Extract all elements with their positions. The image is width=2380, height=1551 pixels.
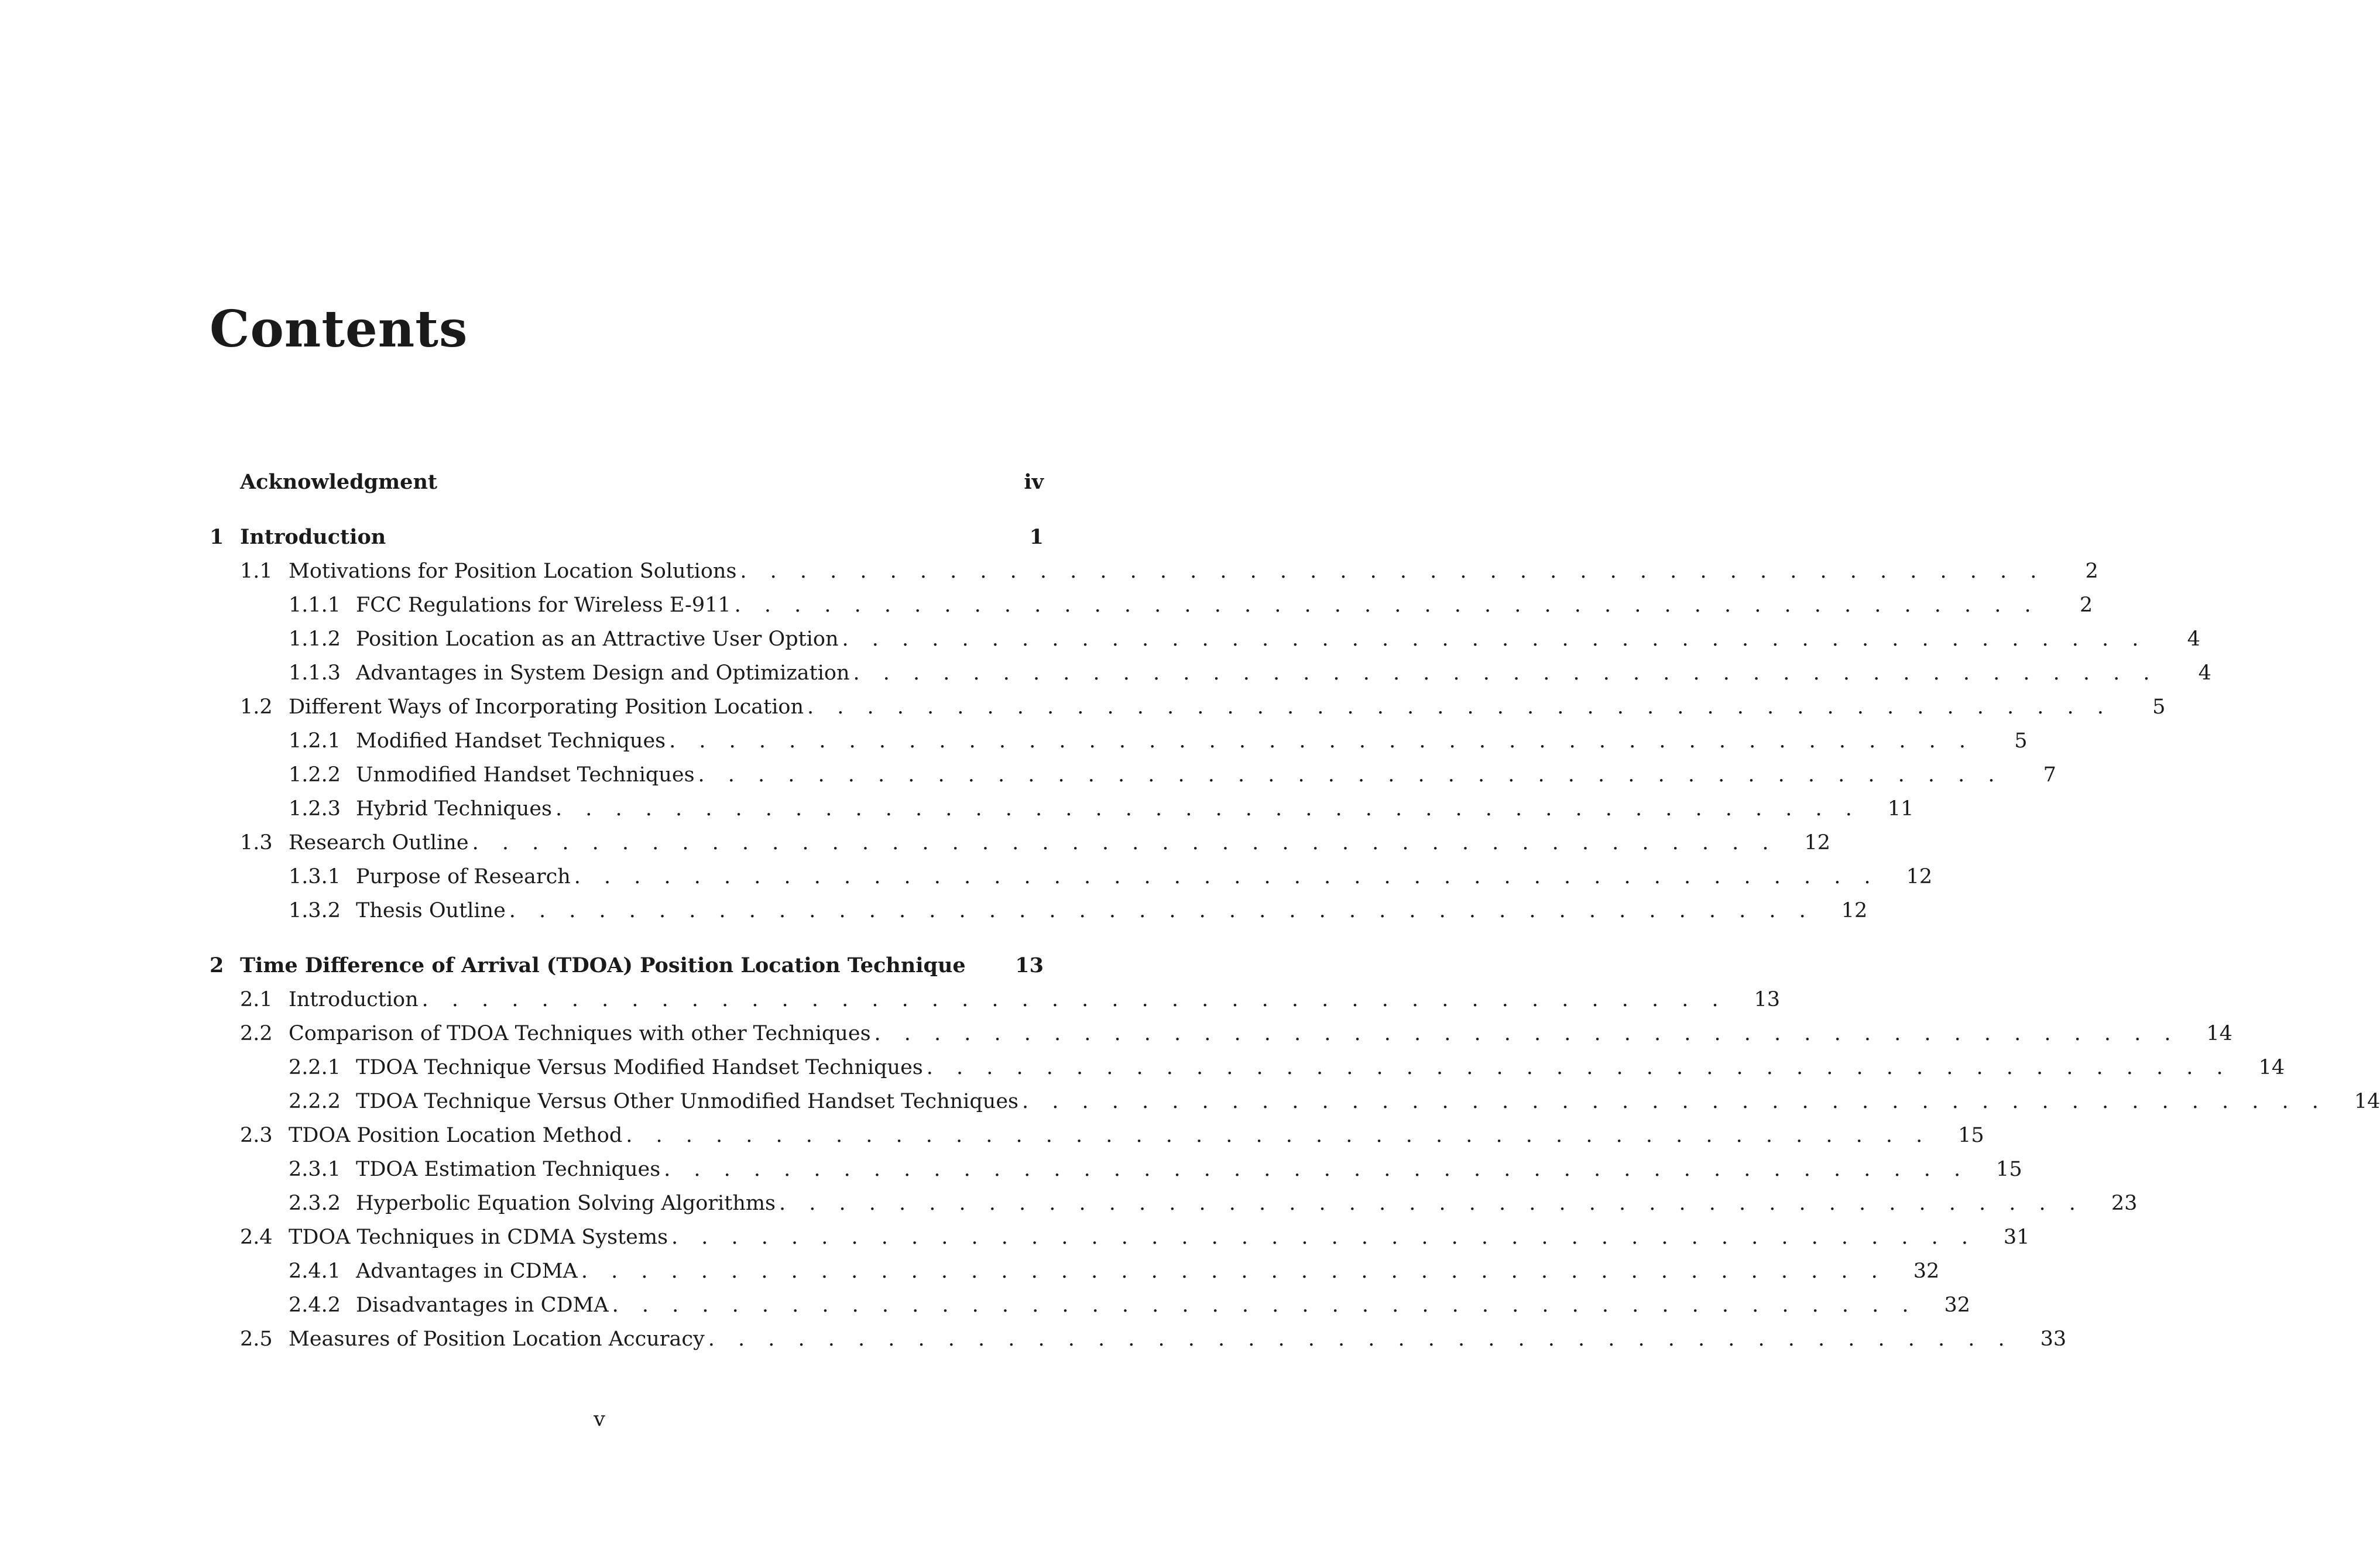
- toc-entry-number: 2.4.1: [289, 1260, 341, 1283]
- toc-entry-page: 12: [1804, 831, 1830, 855]
- table-of-contents: [210, 465, 2380, 1356]
- toc-entry-page: 14: [2258, 1056, 2285, 1079]
- dot-leader: . . . . . . . . . . . . . . . . . . . . . . . . . . . . . . . . . . . . . . . . . . . .: [853, 661, 2158, 685]
- toc-entry-number: 1.1.3: [289, 661, 341, 685]
- toc-entry-page: 32: [1944, 1293, 1971, 1317]
- toc-entry-number: 1.2.3: [289, 797, 341, 821]
- toc-entry-section[interactable]: [210, 690, 2166, 724]
- toc-entry-subsection[interactable]: [210, 588, 2093, 622]
- toc-entry-number: 2.2.1: [289, 1056, 341, 1079]
- toc-entry-title: TDOA Position Location Method: [289, 1124, 623, 1147]
- dot-leader: . . . . . . . . . . . . . . . . . . . . . . . . . . . . . . . . . . . . . . . . . . . .: [708, 1327, 2014, 1351]
- dot-leader: . . . . . . . . . . . . . . . . . . . . . . . . . . . . . . . . . . . . . . . . . . . .: [555, 797, 1861, 821]
- toc-entry-number: 2.5: [240, 1327, 273, 1351]
- dot-leader: . . . . . . . . . . . . . . . . . . . . . . . . . . . . . . . . . . . . . . . . . . . .: [669, 729, 1974, 753]
- dot-leader: . . . . . . . . . . . . . . . . . . . . . . . . . . . . . . . . . . . . . . . . . . . .: [926, 1056, 2232, 1079]
- dot-leader: . . . . . . . . . . . . . . . . . . . . . . . . . . . . . . . . . . . . . . . . . . . .: [807, 695, 2112, 719]
- toc-entry-number: 2.3.1: [289, 1158, 341, 1181]
- toc-entry-number: 2.2: [240, 1022, 273, 1045]
- toc-entry-section[interactable]: [210, 1118, 1984, 1152]
- toc-entry-number: 1.2.2: [289, 763, 341, 787]
- toc-entry-chapter[interactable]: [210, 949, 1044, 983]
- dot-leader: . . . . . . . . . . . . . . . . . . . . . . . . . . . . . . . . . . . . . . . . . . . .: [671, 1226, 1977, 1249]
- dot-leader: . . . . . . . . . . . . . . . . . . . . . . . . . . . . . . . . . . . . . . . . . . . .: [842, 627, 2147, 651]
- toc-entry-page: 12: [1906, 865, 1933, 888]
- toc-entry-number: 2.2.2: [289, 1090, 341, 1113]
- toc-entry-title: TDOA Technique Versus Other Unmodified Handset Techniques: [356, 1090, 1018, 1113]
- dot-leader: . . . . . . . . . . . . . . . . . . . . . . . . . . . . . . . . . . . . . . . . . . . .: [581, 1260, 1887, 1283]
- toc-entry-title: TDOA Techniques in CDMA Systems: [289, 1226, 668, 1249]
- toc-entry-page: 5: [2152, 695, 2166, 719]
- toc-entry-number: 1.3: [240, 831, 273, 855]
- toc-entry-title: Time Difference of Arrival (TDOA) Position Location Technique: [240, 953, 966, 977]
- dot-leader: . . . . . . . . . . . . . . . . . . . . . . . . . . . . . . . . . . . . . . . . . . . .: [574, 865, 1880, 888]
- toc-entry-subsection[interactable]: [210, 1186, 2138, 1220]
- toc-entry-page: 2: [2085, 560, 2098, 583]
- toc-entry-title: Research Outline: [289, 831, 469, 855]
- toc-entry-page: 13: [1015, 953, 1044, 977]
- dot-leader: . . . . . . . . . . . . . . . . . . . . . . . . . . . . . . . . . . . . . . . . . . . .: [509, 899, 1815, 922]
- toc-entry-page: 33: [2040, 1327, 2067, 1351]
- toc-entry-subsection[interactable]: [210, 622, 2200, 656]
- toc-entry-section[interactable]: [210, 1220, 2030, 1254]
- dot-leader: . . . . . . . . . . . . . . . . . . . . . . . . . . . . . . . . . . . . . . . . . . . .: [740, 560, 2045, 583]
- dot-leader: . . . . . . . . . . . . . . . . . . . . . . . . . . . . . . . . . . . . . . . . . . . .: [1022, 1090, 2327, 1113]
- toc-entry-number: 1.1: [240, 560, 273, 583]
- toc-entry-subsection[interactable]: [210, 758, 2056, 792]
- toc-entry-title: Motivations for Position Location Solutions: [289, 560, 737, 583]
- toc-entry-subsection[interactable]: [210, 724, 2028, 758]
- toc-entry-subsection[interactable]: [210, 1085, 2380, 1118]
- toc-entry-page: 7: [2043, 763, 2056, 787]
- toc-entry-page: 15: [1996, 1158, 2022, 1181]
- toc-entry-number: 1.1.1: [289, 593, 341, 617]
- toc-entry-page: 2: [2079, 593, 2093, 617]
- dot-leader: . . . . . . . . . . . . . . . . . . . . . . . . . . . . . . . . . . . . . . . . . . . .: [734, 593, 2040, 617]
- toc-entry-page: 1: [1029, 525, 1044, 549]
- toc-entry-chapter[interactable]: [210, 465, 1044, 499]
- toc-entry-chapter[interactable]: [210, 520, 1044, 554]
- toc-entry-title: Measures of Position Location Accuracy: [289, 1327, 705, 1351]
- toc-entry-number: 2.3: [240, 1124, 273, 1147]
- toc-entry-page: 15: [1958, 1124, 1984, 1147]
- toc-entry-title: Purpose of Research: [356, 865, 571, 888]
- dot-leader: . . . . . . . . . . . . . . . . . . . . . . . . . . . . . . . . . . . . . . . . . . . .: [472, 831, 1777, 855]
- toc-entry-page: 12: [1841, 899, 1868, 922]
- toc-entry-number: 1: [210, 525, 224, 549]
- toc-entry-number: 2.3.2: [289, 1192, 341, 1215]
- toc-entry-title: Advantages in System Design and Optimization: [356, 661, 850, 685]
- toc-entry-title: TDOA Technique Versus Modified Handset Techniques: [356, 1056, 923, 1079]
- toc-entry-number: 1.2: [240, 695, 273, 719]
- toc-entry-subsection[interactable]: [210, 656, 2211, 690]
- toc-entry-number: 2: [210, 953, 224, 977]
- toc-entry-title: TDOA Estimation Techniques: [356, 1158, 661, 1181]
- toc-entry-title: Modified Handset Techniques: [356, 729, 666, 753]
- toc-entry-subsection[interactable]: [210, 1288, 1971, 1322]
- toc-entry-number: 1.1.2: [289, 627, 341, 651]
- toc-entry-title: Position Location as an Attractive User Option: [356, 627, 839, 651]
- toc-entry-number: 2.4.2: [289, 1293, 341, 1317]
- toc-entry-title: Disadvantages in CDMA: [356, 1293, 609, 1317]
- dot-leader: . . . . . . . . . . . . . . . . . . . . . . . . . . . . . . . . . . . . . . . . . . . .: [874, 1022, 2179, 1045]
- toc-entry-page: iv: [1024, 470, 1044, 494]
- toc-entry-title: Unmodified Handset Techniques: [356, 763, 695, 787]
- toc-entry-subsection[interactable]: [210, 1152, 2022, 1186]
- toc-entry-number: 1.3.2: [289, 899, 341, 922]
- toc-entry-section[interactable]: [210, 554, 2098, 588]
- toc-entry-section[interactable]: [210, 983, 1781, 1017]
- toc-entry-page: 11: [1887, 797, 1914, 821]
- dot-leader: . . . . . . . . . . . . . . . . . . . . . . . . . . . . . . . . . . . . . . . . . . . .: [612, 1293, 1918, 1317]
- toc-entry-number: 1.3.1: [289, 865, 341, 888]
- toc-entry-page: 32: [1913, 1260, 1940, 1283]
- toc-entry-title: Acknowledgment: [240, 470, 438, 494]
- toc-entry-page: 4: [2198, 661, 2211, 685]
- toc-entry-title: Advantages in CDMA: [356, 1260, 578, 1283]
- dot-leader: . . . . . . . . . . . . . . . . . . . . . . . . . . . . . . . . . . . . . . . . . . . .: [664, 1158, 1969, 1181]
- toc-entry-page: 13: [1754, 988, 1781, 1011]
- page-title: Contents: [210, 300, 468, 359]
- toc-entry-subsection[interactable]: [210, 860, 1933, 894]
- toc-entry-title: Different Ways of Incorporating Position Location: [289, 695, 804, 719]
- toc-entry-page: 31: [2003, 1226, 2030, 1249]
- toc-entry-title: Comparison of TDOA Techniques with other Techniques: [289, 1022, 871, 1045]
- toc-entry-title: Introduction: [240, 525, 386, 549]
- toc-entry-title: Hybrid Techniques: [356, 797, 552, 821]
- page-number: v: [594, 1408, 605, 1431]
- dot-leader: . . . . . . . . . . . . . . . . . . . . . . . . . . . . . . . . . . . . . . . . . . . .: [421, 988, 1727, 1011]
- toc-entry-title: Introduction: [289, 988, 419, 1011]
- dot-leader: . . . . . . . . . . . . . . . . . . . . . . . . . . . . . . . . . . . . . . . . . . . .: [779, 1192, 2084, 1215]
- toc-entry-page: 23: [2111, 1192, 2138, 1215]
- toc-entry-section[interactable]: [210, 1017, 2232, 1051]
- dot-leader: . . . . . . . . . . . . . . . . . . . . . . . . . . . . . . . . . . . . . . . . . . . .: [626, 1124, 1931, 1147]
- toc-entry-section[interactable]: [210, 1322, 2067, 1356]
- toc-entry-subsection[interactable]: [210, 792, 1914, 826]
- toc-entry-number: 2.1: [240, 988, 273, 1011]
- toc-entry-page: 5: [2014, 729, 2028, 753]
- toc-entry-page: 14: [2354, 1090, 2380, 1113]
- toc-entry-subsection[interactable]: [210, 894, 1868, 928]
- toc-entry-title: Thesis Outline: [356, 899, 506, 922]
- toc-entry-title: Hyperbolic Equation Solving Algorithms: [356, 1192, 776, 1215]
- toc-entry-number: 1.2.1: [289, 729, 341, 753]
- toc-entry-number: 2.4: [240, 1226, 273, 1249]
- toc-entry-title: FCC Regulations for Wireless E-911: [356, 593, 731, 617]
- dot-leader: . . . . . . . . . . . . . . . . . . . . . . . . . . . . . . . . . . . . . . . . . . . .: [698, 763, 2003, 787]
- toc-entry-subsection[interactable]: [210, 1051, 2285, 1085]
- toc-entry-section[interactable]: [210, 826, 1830, 860]
- toc-entry-subsection[interactable]: [210, 1254, 1940, 1288]
- toc-entry-page: 4: [2187, 627, 2200, 651]
- toc-entry-page: 14: [2206, 1022, 2232, 1045]
